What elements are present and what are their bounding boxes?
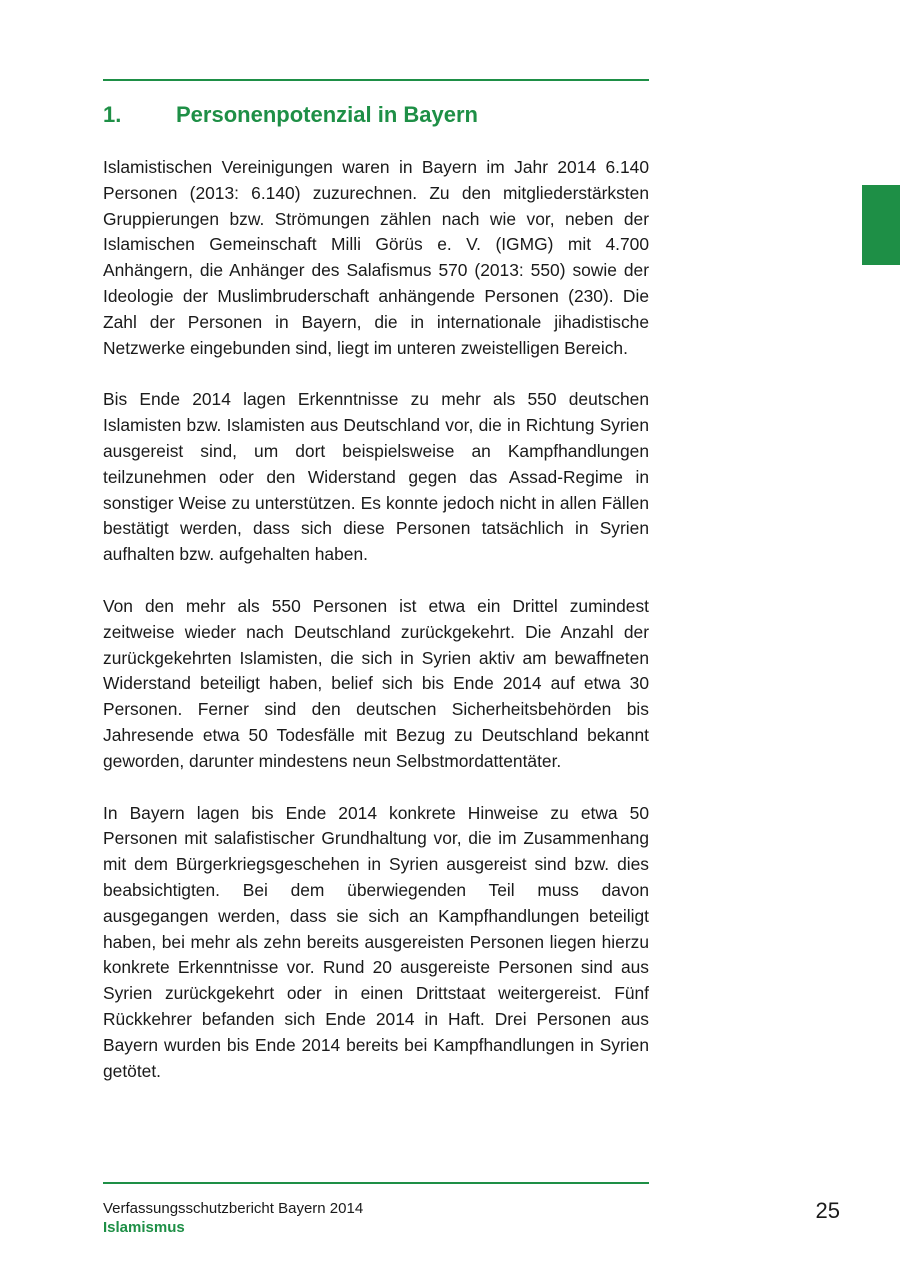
paragraph: Bis Ende 2014 lagen Erkenntnisse zu mehr als 550 deutschen Islamisten bzw. Islamisten aus Deutschland vor, die in Richtung Syrien ausgereist sind, um dort beispielsweise an Kampfhandlungen teilzunehmen oder den Widerstand gegen das Assad-Regime in sonstiger Weise zu unterstützen. Es konnte jedoch nicht in allen Fällen bestätigt werden, dass sich diese Personen tatsächlich in Syrien aufhalten bzw. aufgehalten haben.: [103, 389, 649, 565]
section-number: 1.: [103, 102, 122, 127]
chapter-marker-tab: [862, 185, 900, 265]
footer-chapter-title: Islamismus: [103, 1219, 185, 1236]
section-heading: [103, 100, 649, 130]
top-divider: [103, 79, 649, 81]
paragraph: In Bayern lagen bis Ende 2014 konkrete Hinweise zu etwa 50 Personen mit salafistischer Grundhaltung vor, die im Zusammenhang mit dem Bürgerkriegsgeschehen in Syrien ausgereist sind bzw. dies beabsichtigten. Bei dem überwiegenden Teil muss davon ausgegangen werden, dass sie sich an Kampfhandlungen beteiligt haben, bei mehr als zehn bereits ausgereisten Personen liegen hierzu konkrete Erkenntnisse vor. Rund 20 ausgereiste Personen sind aus Syrien zurückgekehrt oder in einen Drittstaat weitergereist. Fünf Rückkehrer befanden sich Ende 2014 in Haft. Drei Personen aus Bayern wurden bis Ende 2014 bereits bei Kampfhandlungen in Syrien getötet.: [103, 802, 649, 1081]
paragraph: Von den mehr als 550 Personen ist etwa ein Drittel zumindest zeitweise wieder nach Deutschland zurückgekehrt. Die Anzahl der zurückgekehrten Islamisten, die sich in Syrien aktiv am bewaffneten Widerstand beteiligt haben, belief sich bis Ende 2014 auf etwa 30 Personen. Ferner sind den deutschen Sicherheitsbehörden bis Jahresende etwa 50 Todesfälle mit Bezug zu Deutschland bekannt geworden, darunter mindestens neun Selbstmordattentäter.: [103, 595, 649, 771]
page-number: 25: [815, 1198, 840, 1223]
paragraph: Islamistischen Vereinigungen waren in Bayern im Jahr 2014 6.140 Personen (2013: 6.140) zuzurechnen. Zu den mitgliederstärksten Gruppierungen bzw. Strömungen zählen nach wie vor, neben der Islamischen Gemeinschaft Milli Görüs e. V. (IGMG) mit 4.700 Anhängern, die Anhänger des Salafismus 570 (2013: 550) sowie der Ideologie der Muslimbruderschaft anhängende Personen (230). Die Zahl der Personen in Bayern, die in internationale jihadistische Netzwerke eingebunden sind, liegt im unteren zweistelligen Bereich.: [103, 157, 649, 358]
section-title: Personenpotenzial in Bayern: [176, 102, 478, 127]
bottom-divider: [103, 1182, 649, 1184]
footer-publication-title: Verfassungsschutzbericht Bayern 2014: [103, 1200, 364, 1217]
body-text: [103, 155, 649, 1110]
